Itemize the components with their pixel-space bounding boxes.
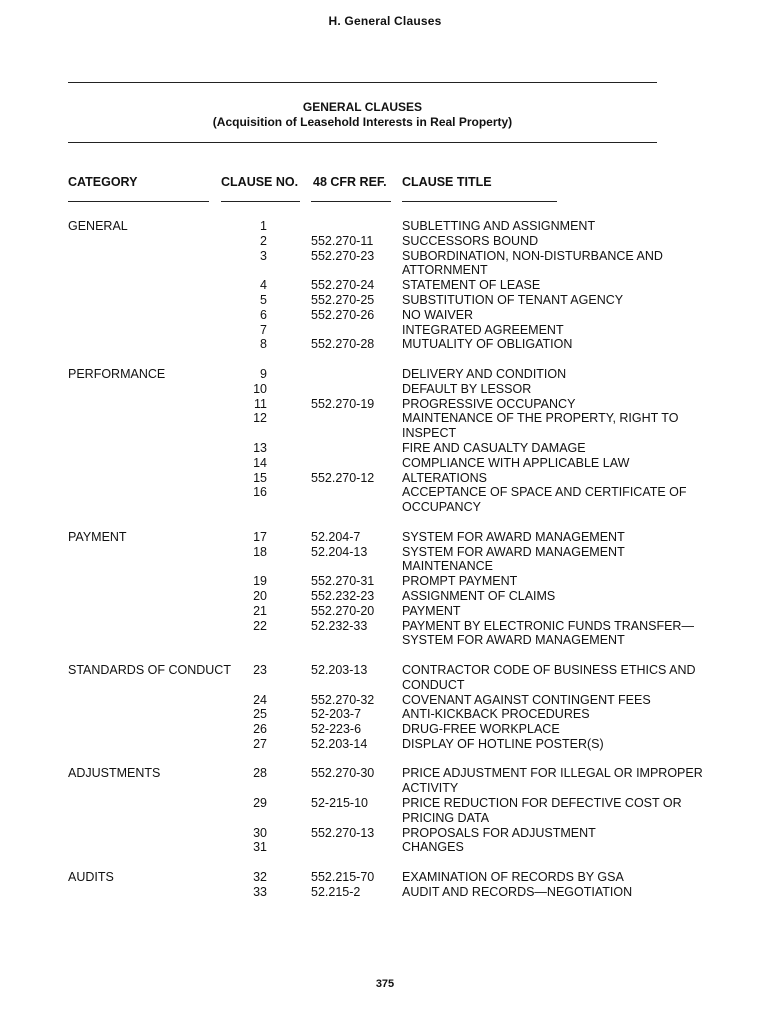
clause-row — [0, 722, 770, 737]
clause-row — [0, 411, 770, 441]
top-rule — [68, 82, 657, 83]
clause-number: 17 — [253, 529, 267, 544]
clause-row — [0, 382, 770, 397]
clause-row — [0, 870, 770, 885]
clause-number: 9 — [260, 366, 267, 381]
header-underline-clause-no — [221, 201, 300, 202]
title-block — [68, 100, 657, 130]
clause-title: MAINTENANCE OF THE PROPERTY, RIGHT TO INSPECT — [402, 411, 679, 441]
clause-row — [0, 693, 770, 708]
clause-number: 7 — [260, 322, 267, 337]
cfr-reference: 552.232-23 — [311, 588, 375, 603]
header-category: CATEGORY — [68, 175, 138, 189]
clause-title: PRICE ADJUSTMENT FOR ILLEGAL OR IMPROPER ACTIVITY — [402, 766, 703, 796]
clause-table — [0, 219, 770, 914]
clause-number: 24 — [253, 692, 267, 707]
clause-title: MUTUALITY OF OBLIGATION — [402, 337, 573, 352]
clause-row — [0, 545, 770, 575]
page-number: 375 — [375, 978, 395, 990]
category-label: GENERAL — [68, 219, 128, 233]
clause-title: ASSIGNMENT OF CLAIMS — [402, 588, 556, 603]
cfr-reference: 552.270-32 — [311, 692, 375, 707]
cfr-reference: 52.232-33 — [311, 618, 368, 633]
cfr-reference: 52.203-14 — [311, 736, 368, 751]
clause-row — [0, 796, 770, 826]
clause-number: 14 — [253, 455, 267, 470]
header-underline-category — [68, 201, 209, 202]
title-bottom-rule — [68, 142, 657, 143]
cfr-reference: 52-203-7 — [311, 707, 362, 722]
clause-row — [0, 308, 770, 323]
clause-title: PROMPT PAYMENT — [402, 574, 518, 589]
clause-row — [0, 885, 770, 900]
cfr-reference: 52-215-10 — [311, 796, 368, 811]
clause-number: 2 — [260, 233, 267, 248]
cfr-reference: 552.270-12 — [311, 470, 375, 485]
clause-title: CONTRACTOR CODE OF BUSINESS ETHICS AND CONDUCT — [402, 662, 696, 692]
clause-title: SUCCESSORS BOUND — [402, 233, 539, 248]
cfr-reference: 552.270-28 — [311, 337, 375, 352]
cfr-reference: 52.204-7 — [311, 529, 361, 544]
category-group — [0, 530, 770, 648]
clause-row — [0, 840, 770, 855]
cfr-reference: 552.270-19 — [311, 396, 375, 411]
clause-number: 30 — [253, 825, 267, 840]
clause-number: 4 — [260, 278, 267, 293]
clause-number: 16 — [253, 485, 267, 500]
clause-title: STATEMENT OF LEASE — [402, 278, 541, 293]
clause-row — [0, 737, 770, 752]
category-group — [0, 870, 770, 900]
clause-number: 31 — [253, 840, 267, 855]
clause-number: 19 — [253, 574, 267, 589]
clause-title: ACCEPTANCE OF SPACE AND CERTIFICATE OF OCCUPANCY — [402, 485, 687, 515]
clause-title: DRUG-FREE WORKPLACE — [402, 722, 560, 737]
clause-row — [0, 663, 770, 693]
clause-title: PAYMENT — [402, 603, 461, 618]
cfr-reference: 552.270-11 — [311, 233, 374, 248]
cfr-reference: 552.270-24 — [311, 278, 375, 293]
clause-title: PAYMENT BY ELECTRONIC FUNDS TRANSFER—SYSTEM FOR AWARD MANAGEMENT — [402, 618, 694, 648]
clause-row — [0, 826, 770, 841]
clause-row — [0, 471, 770, 486]
header-underline-clause-title — [402, 201, 557, 202]
clause-number: 18 — [253, 544, 267, 559]
header-cfr-ref: 48 CFR REF. — [313, 175, 387, 189]
clause-title: DELIVERY AND CONDITION — [402, 366, 567, 381]
clause-row — [0, 485, 770, 515]
category-group — [0, 219, 770, 352]
header-clause-title: CLAUSE TITLE — [402, 175, 492, 189]
clause-title: PROGRESSIVE OCCUPANCY — [402, 396, 576, 411]
clause-row — [0, 397, 770, 412]
clause-title: DEFAULT BY LESSOR — [402, 381, 532, 396]
clause-row — [0, 766, 770, 796]
clause-row — [0, 604, 770, 619]
cfr-reference: 552.270-26 — [311, 307, 375, 322]
category-group — [0, 663, 770, 752]
document-subtitle: (Acquisition of Leasehold Interests in Real Property) — [212, 115, 513, 129]
clause-title: SUBORDINATION, NON-DISTURBANCE AND ATTORNMENT — [402, 248, 663, 278]
clause-number: 26 — [253, 722, 267, 737]
cfr-reference: 552.270-25 — [311, 292, 375, 307]
clause-title: SYSTEM FOR AWARD MANAGEMENT — [402, 529, 625, 544]
clause-number: 13 — [253, 440, 267, 455]
clause-title: PROPOSALS FOR ADJUSTMENT — [402, 825, 596, 840]
clause-number: 3 — [260, 248, 267, 263]
clause-row — [0, 278, 770, 293]
clause-row — [0, 574, 770, 589]
clause-number: 20 — [253, 588, 267, 603]
clause-number: 15 — [253, 470, 267, 485]
cfr-reference: 552.270-13 — [311, 825, 375, 840]
clause-number: 25 — [253, 707, 267, 722]
clause-title: SUBLETTING AND ASSIGNMENT — [402, 219, 596, 233]
cfr-reference: 552.215-70 — [311, 870, 375, 885]
clause-title: COVENANT AGAINST CONTINGENT FEES — [402, 692, 651, 707]
cfr-reference: 52.203-13 — [311, 662, 368, 677]
clause-row — [0, 249, 770, 279]
clause-row — [0, 530, 770, 545]
clause-row — [0, 337, 770, 352]
clause-row — [0, 589, 770, 604]
clause-number: 5 — [260, 292, 267, 307]
category-label: PERFORMANCE — [68, 366, 166, 381]
clause-number: 33 — [253, 884, 267, 899]
category-label: STANDARDS OF CONDUCT — [68, 662, 231, 677]
clause-title: CHANGES — [402, 840, 464, 855]
header-clause-no: CLAUSE NO. — [221, 175, 299, 189]
clause-number: 21 — [253, 603, 267, 618]
clause-title: SYSTEM FOR AWARD MANAGEMENT MAINTENANCE — [402, 544, 625, 574]
clause-row — [0, 219, 770, 234]
clause-number: 29 — [253, 796, 267, 811]
clause-row — [0, 234, 770, 249]
clause-title: PRICE REDUCTION FOR DEFECTIVE COST OR PRICING DATA — [402, 796, 682, 825]
header-underline-cfr-ref — [311, 201, 391, 202]
cfr-reference: 52.204-13 — [311, 544, 368, 559]
clause-title: AUDIT AND RECORDS—NEGOTIATION — [402, 884, 633, 899]
clause-row — [0, 619, 770, 649]
cfr-reference: 552.270-23 — [311, 248, 375, 263]
cfr-reference: 52-223-6 — [311, 722, 362, 737]
category-label: AUDITS — [68, 870, 114, 885]
clause-title: COMPLIANCE WITH APPLICABLE LAW — [402, 455, 630, 470]
clause-title: EXAMINATION OF RECORDS BY GSA — [402, 870, 624, 885]
running-head: H. General Clauses — [328, 14, 442, 28]
clause-number: 8 — [260, 337, 267, 352]
clause-title: NO WAIVER — [402, 307, 474, 322]
clause-title: FIRE AND CASUALTY DAMAGE — [402, 440, 586, 455]
clause-number: 6 — [260, 307, 267, 322]
clause-row — [0, 456, 770, 471]
clause-number: 27 — [253, 736, 267, 751]
clause-title: SUBSTITUTION OF TENANT AGENCY — [402, 292, 624, 307]
clause-number: 12 — [253, 411, 267, 426]
cfr-reference: 52.215-2 — [311, 884, 361, 899]
clause-number: 22 — [253, 618, 267, 633]
clause-number: 11 — [254, 396, 267, 411]
document-title: GENERAL CLAUSES — [302, 100, 423, 114]
clause-title: ANTI-KICKBACK PROCEDURES — [402, 707, 590, 722]
category-label: ADJUSTMENTS — [68, 766, 161, 781]
clause-number: 10 — [253, 381, 267, 396]
clause-row — [0, 707, 770, 722]
clause-row — [0, 323, 770, 338]
cfr-reference: 552.270-30 — [311, 766, 375, 781]
clause-title: ALTERATIONS — [402, 470, 487, 485]
category-label: PAYMENT — [68, 529, 127, 544]
clause-title: INTEGRATED AGREEMENT — [402, 322, 564, 337]
cfr-reference: 552.270-31 — [311, 574, 375, 589]
clause-number: 32 — [253, 870, 267, 885]
clause-title: DISPLAY OF HOTLINE POSTER(S) — [402, 736, 604, 751]
clause-row — [0, 293, 770, 308]
clause-number: 28 — [253, 766, 267, 781]
clause-number: 1 — [260, 219, 267, 233]
clause-row — [0, 441, 770, 456]
category-group — [0, 367, 770, 515]
cfr-reference: 552.270-20 — [311, 603, 375, 618]
clause-number: 23 — [253, 662, 267, 677]
category-group — [0, 766, 770, 855]
clause-row — [0, 367, 770, 382]
